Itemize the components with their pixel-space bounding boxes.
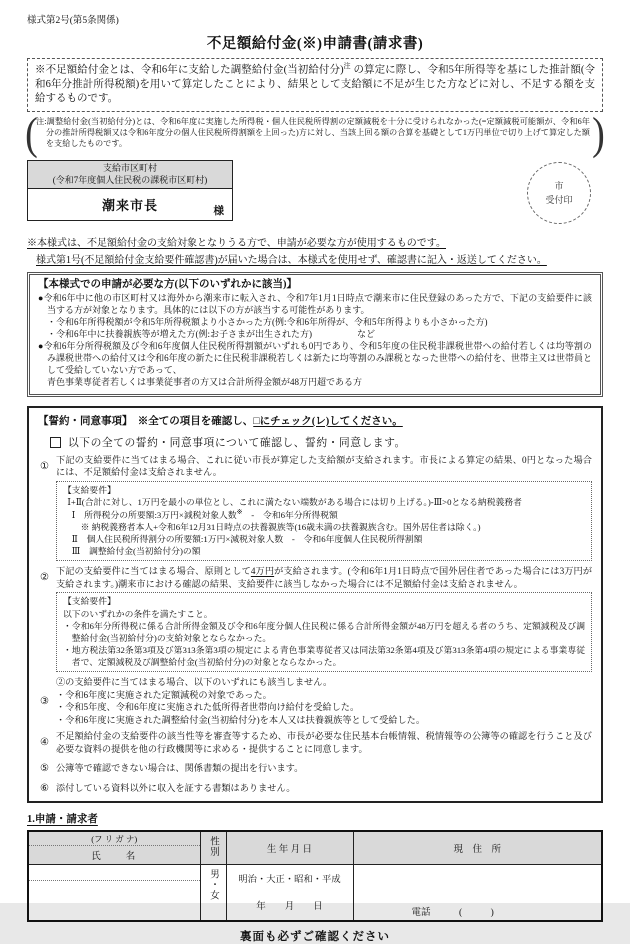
sex-options[interactable]: 男・女: [208, 869, 218, 901]
footnote-block: [25, 108, 605, 160]
name-input-cell[interactable]: [28, 865, 200, 922]
item1-line-i-pre: Ⅰ 所得税分の所要額:3万円×減税対象人数: [71, 509, 237, 520]
recipient-header-line1: 支給市区町村: [102, 162, 157, 173]
item4-text: 不足額給付金の支給要件の該当性等を審査等するため、市長が必要な住民基本台帳情報、税情報等の公簿等の確認を行うこと及び必要な資料の提供を他の行政機関等に求める・提供することに同意します。: [56, 731, 592, 754]
item2-number: ②: [40, 572, 49, 584]
item1-text: 下記の支給要件に当てはまる場合、これに従い市長が算定した支給額が支給されます。市長による算定の結果、0円となった場合には、不足額給付金は支給されません。: [56, 454, 592, 478]
item2-bullet2: ・地方税法第32条第3項及び第313条第3項の規定による青色事業専従者又は同法第32条第4項及び第313条第4項の規定による事業専従者で、定額減税及び調整給付金(当初給付分)の対象とならなかった。: [63, 644, 585, 668]
item6-number: ⑥: [40, 782, 49, 794]
address-input-cell[interactable]: [353, 865, 602, 922]
pledge-note-pre: ※全ての項目を確認し、: [127, 415, 254, 427]
item1-line-i-post: - 令和6年分所得税額: [242, 509, 338, 520]
address-input-area[interactable]: [354, 865, 602, 904]
recipient-header-line2: (令和7年度個人住民税の課税市区町村): [52, 174, 208, 185]
item2-text-pre: 下記の支給要件に当てはまる場合、原則として: [56, 566, 251, 577]
name-input-area[interactable]: [29, 881, 200, 918]
header-sex-cell: [200, 831, 226, 865]
applicant-table: [27, 830, 603, 922]
form-number: 様式第2号(第5条関係): [27, 16, 119, 26]
pledge-box: [27, 406, 603, 804]
page-title: 不足額給付金(※)申請書(請求書): [206, 36, 424, 52]
birthdate-fields[interactable]: 年 月 日: [256, 902, 323, 913]
eligibility-bullet1-sub1: ・令和6年所得税額が令和5年所得税額より小さかった方(例:令和6年所得が、令和5年所得よりも小さかった方): [47, 316, 488, 327]
eligibility-bullet2: ●令和6年分所得税額及び令和6年度個人住民税所得割額がいずれも0円であり、令和5年度の住民税非課税世帯への給付若しくは均等割のみ課税世帯への給付又は令和6年度の新たに住民税非課税若しくは新たに均等割のみ課税となった世帯への給付を、世帯主又は世帯員として受給していない方であって、: [38, 340, 592, 375]
item2-requirements-box: [56, 592, 592, 672]
header-birthdate: 生 年 月 日: [266, 845, 313, 856]
usage-note-line2: 様式第1号(不足額給付金支給要件確認書)が届いた場合は、本様式を使用せず、確認書に記入・返送してください。: [36, 254, 547, 266]
eligibility-box: [27, 272, 603, 397]
era-options[interactable]: 明治・大正・昭和・平成: [238, 875, 341, 886]
benefit-definition-box: [27, 58, 603, 112]
item3-bullet2: ・令和5年度、令和6年度に実施された低所得者世帯向け給付を受給した。: [56, 702, 360, 713]
pledge-note-underlined: □にチェック(レ)してください。: [253, 415, 403, 427]
pledge-item-4: [38, 730, 592, 755]
footnote-marker: 注: [343, 62, 351, 70]
item1-line-i-sup: ※: [236, 507, 243, 516]
item1-number: ①: [40, 460, 49, 472]
item2-bullet1: ・令和6年分所得税に係る合計所得金額及び令和6年度分個人住民税に係る合計所得金額が48万円を超える者のうち、定額減税及び調整給付金(当初給付分)の支給対象とならなかった。: [63, 620, 585, 643]
pledge-item-5: [38, 762, 592, 775]
furigana-input-area[interactable]: [29, 865, 200, 881]
pledge-item-2: [38, 565, 592, 672]
birthdate-input-cell[interactable]: [226, 865, 353, 922]
eligibility-bullet2-cont: 青色事業専従者若しくは事業従事者の方又は合計所得金額が48万円超である方: [47, 376, 363, 387]
pledge-title: 【誓約・同意事項】: [38, 415, 128, 427]
eligibility-bullet1: ●令和6年中に他の市区町村又は海外から潮来市に転入され、令和7年1月1日時点で潮来市に住民登録のあった方で、下記の支給要件に該当する方が対象となります。具体的には以下の方が該当する可能性があります。: [38, 292, 592, 315]
usage-note: [27, 234, 603, 266]
eligibility-title: 【本様式での申請が必要な方(以下のいずれかに該当)】: [38, 278, 297, 290]
item2-amount-underlined: 4万円: [250, 566, 275, 577]
item3-bullet1: ・令和6年度に実施された定額減税の対象であった。: [56, 689, 272, 700]
recipient-box-body: [28, 189, 232, 220]
recipient-name: 潮来市長: [101, 198, 158, 214]
pledge-item-3: [38, 676, 592, 726]
agreement-checkbox[interactable]: [50, 437, 61, 448]
item2-box-title: 【支給要件】: [63, 596, 116, 607]
pledge-title-row: [38, 413, 592, 428]
header-birthdate-cell: [226, 831, 353, 865]
header-furigana: (フ リ ガ ナ): [29, 832, 200, 846]
stamp-line2: 受付印: [545, 194, 573, 205]
item3-intro: ②の支給要件に当てはまる場合、以下のいずれにも該当しません。: [56, 677, 333, 688]
recipient-box-header: [28, 161, 232, 189]
definition-text: ※不足額給付金とは、令和6年に支給した調整給付金(当初給付分): [35, 64, 344, 76]
agreement-checkbox-label: 以下の全ての誓約・同意事項について確認し、誓約・同意します。: [68, 436, 406, 449]
header-address: 現 住 所: [453, 845, 501, 856]
item1-requirements-box: [56, 481, 592, 562]
eligibility-bullet1-sub2: ・令和6年中に扶養親族等が増えた方(例:お子さまが出生された方) など: [47, 328, 375, 339]
left-parenthesis-decoration: (: [25, 108, 38, 160]
item1-line-i: [72, 508, 585, 521]
item1-line-iii: Ⅲ 調整給付金(当初給付分)の額: [71, 546, 201, 557]
item1-formula: Ⅰ+Ⅱ(合計に対し、1万円を最小の単位とし、これに満たない端数がある場合には切り上げる。)-Ⅲ>0となる納税義務者: [67, 496, 522, 507]
usage-note-line1: ※本様式は、不足額給付金の支給対象となりうる方で、申請が必要な方が使用するものです。: [27, 237, 446, 249]
definition-text-cont: の算定に際し、令和5年所得等を基にした推計額(令和6年分推計所得税額)を用いて算定したことにより、結果として支給額に不足が生じた方などに対し、不足する額を支給するものです。: [35, 64, 595, 105]
header-name: 氏 名: [91, 852, 138, 863]
item5-text: 公簿等で確認できない場合は、関係書類の提出を行います。: [56, 763, 304, 774]
item3-bullet3: ・令和6年度に実施された調整給付金(当初給付分)を本人又は扶養親族等として受給した。: [56, 714, 426, 725]
header-address-cell: [353, 831, 602, 865]
item2-box-intro: 以下のいずれかの条件を満たすこと。: [63, 608, 213, 619]
footnote-text: 注:調整給付金(当初給付分)とは、令和6年度に実施した所得税・個人住民税所得割の定額減税を十分に受けられなかった(=定額減税可能額が、令和6年分の推計所得税額又は令和6年度分の個人住民税所得割額を上回った)方に対し、当該上回る額の合算を基礎として1万円単位で切り上げて算定した額を支給したものです。: [36, 116, 590, 148]
phone-input-area[interactable]: 電話 ( ): [411, 908, 494, 919]
addressee-row: [27, 160, 603, 224]
stamp-line1: 市: [554, 180, 564, 191]
item3-content: [56, 676, 592, 726]
item2-text-post: が支給されます。(令和6年1月1日時点で国外居住者であった場合には3万円が支給されます。)潮来市における確認の結果、支給要件に該当しなかった場合には不足額給付金は支給されません。: [56, 566, 593, 589]
agreement-checkbox-row: [50, 435, 592, 450]
item6-text: 添付している資料以外に収入を証する書類はありません。: [56, 782, 296, 793]
sex-select-cell[interactable]: [200, 865, 226, 922]
reception-stamp-circle: [527, 162, 591, 224]
honorific-suffix: 様: [213, 206, 224, 218]
applicant-section-title: 1.申請・請求者: [27, 814, 98, 826]
item4-number: ④: [40, 737, 49, 749]
item5-number: ⑤: [40, 762, 49, 774]
right-parenthesis-decoration: ): [592, 108, 605, 160]
header-sex: 性別: [208, 836, 218, 858]
item1-line-i-note: ※ 納税義務者本人+令和6年12月31日時点の扶養親族等(16歳未満の扶養親族含む。国外居住者は除く。): [80, 521, 481, 532]
header-name-cell: [28, 831, 200, 865]
item3-number: ③: [40, 695, 49, 707]
pledge-item-6: [38, 782, 592, 795]
item1-box-title: 【支給要件】: [63, 484, 116, 495]
reverse-side-note: 裏面も必ずご確認ください: [240, 931, 390, 944]
recipient-municipality-box: [27, 160, 233, 221]
item1-line-ii: Ⅱ 個人住民税所得割分の所要額:1万円×減税対象人数 - 令和6年度個人住民税所得割額: [71, 534, 423, 545]
item2-text: [56, 565, 592, 590]
pledge-item-1: [38, 454, 592, 562]
